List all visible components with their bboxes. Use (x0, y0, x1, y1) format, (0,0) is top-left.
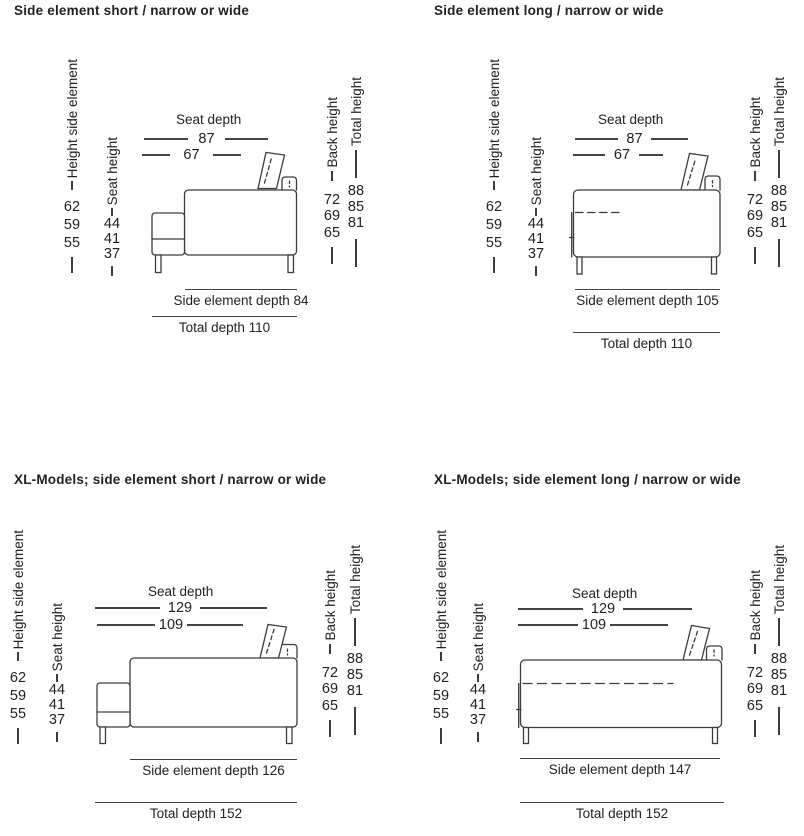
dim-line (651, 138, 688, 139)
seat-height-values (470, 683, 486, 728)
total-depth-dim (520, 802, 724, 821)
value: 65 (746, 224, 764, 241)
dim-dash (535, 208, 537, 216)
seat-height-values (104, 217, 120, 262)
height-side-element-label: Height side element (64, 59, 80, 179)
dim-dash (354, 618, 356, 646)
value: 69 (746, 208, 764, 225)
seat-height-label: Seat height (104, 137, 120, 206)
seat-depth-outer-value: 129 (167, 600, 193, 616)
value: 65 (746, 697, 764, 714)
sofa-side-view-xl-long (516, 620, 724, 746)
back-height-label: Back height (324, 97, 340, 168)
seat-depth-outer-value: 87 (626, 131, 643, 147)
value: 44 (48, 682, 66, 699)
dim-tick (329, 720, 331, 737)
seat-depth-label: Seat depth (598, 112, 664, 127)
total-depth-dim (573, 332, 720, 351)
value: 81 (346, 683, 364, 700)
seat-height-column (514, 137, 558, 276)
height-side-element-column (0, 530, 40, 744)
back-height-label: Back height (747, 97, 763, 168)
total-depth-dim (152, 316, 297, 335)
dim-line (130, 759, 297, 760)
seat-height-column (90, 137, 134, 276)
dim-dash (17, 652, 19, 661)
value: 88 (770, 651, 788, 668)
dim-dash (355, 150, 357, 178)
value: 59 (485, 217, 503, 234)
leg (577, 257, 582, 274)
height-side-element-label: Height side element (433, 530, 449, 650)
side-element-depth-dim (575, 289, 720, 308)
dim-tick (493, 257, 495, 273)
total-depth-text: Total depth 152 (149, 806, 243, 822)
total-height-values (347, 651, 363, 699)
value: 72 (746, 191, 764, 208)
armrest (97, 683, 130, 727)
value: 85 (346, 667, 364, 684)
quadrant-title: Side element long / narrow or wide (434, 3, 664, 18)
value: 44 (469, 682, 487, 699)
height-side-element-values (433, 669, 449, 723)
seat-height-column (456, 603, 500, 742)
dim-tick (535, 266, 537, 276)
dim-dash (331, 171, 333, 181)
value: 41 (527, 231, 545, 248)
value: 81 (770, 683, 788, 700)
sofa-side-view-short (145, 148, 300, 275)
value: 69 (323, 208, 341, 225)
value: 85 (770, 199, 788, 216)
dim-line (185, 289, 297, 290)
value: 55 (9, 706, 27, 723)
height-side-element-values (486, 198, 502, 252)
value: 62 (9, 670, 27, 687)
armrest (152, 213, 185, 255)
side-element-depth-dim (173, 289, 309, 309)
dim-tick (355, 239, 357, 267)
seat-depth-label: Seat depth (572, 586, 638, 601)
value: 55 (63, 235, 81, 252)
leg (712, 257, 717, 274)
leg (713, 728, 718, 744)
seat-height-values (528, 217, 544, 262)
quadrant-title: XL-Models; side element short / narrow or wide (14, 472, 327, 487)
dim-line (225, 138, 268, 139)
dim-line (520, 802, 724, 803)
value: 81 (347, 215, 365, 232)
dim-tick (477, 732, 479, 742)
value: 62 (63, 199, 81, 216)
dim-dash (111, 208, 113, 216)
leg (524, 728, 529, 744)
value: 59 (432, 688, 450, 705)
seat-body (130, 658, 297, 727)
sofa-side-view-long (569, 150, 722, 276)
value: 37 (469, 712, 487, 729)
dim-line (575, 138, 618, 139)
dim-dash (477, 674, 479, 682)
leg (100, 727, 106, 744)
dim-line (95, 802, 297, 803)
quadrant-side-element-short (0, 0, 402, 418)
side-element-depth-text: Side element depth 147 (548, 762, 692, 778)
side-element-depth-dim (520, 758, 720, 777)
value: 85 (770, 667, 788, 684)
seat-height-label: Seat height (470, 603, 486, 672)
total-height-label: Total height (347, 545, 363, 615)
leg (156, 255, 162, 273)
back-cushion (681, 154, 708, 191)
dim-dash (329, 644, 331, 654)
value: 69 (321, 681, 339, 698)
value: 72 (746, 664, 764, 681)
quadrant-title: Side element short / narrow or wide (14, 3, 250, 18)
value: 44 (103, 216, 121, 233)
total-depth-text: Total depth 110 (600, 336, 693, 352)
seat-depth-inner-value: 67 (183, 147, 200, 163)
dim-tick (778, 239, 780, 267)
seat-depth-outer-value: 129 (590, 601, 616, 617)
seat-height-values (49, 683, 65, 728)
dim-tick (354, 707, 356, 735)
leg (287, 727, 293, 744)
value: 59 (63, 217, 81, 234)
total-height-column (333, 545, 377, 735)
quadrant-side-element-long (402, 0, 804, 418)
total-depth-dim (95, 802, 297, 821)
dim-tick (17, 728, 19, 744)
value: 37 (527, 246, 545, 263)
seat-body (574, 190, 721, 257)
dim-line (575, 289, 720, 290)
value: 55 (485, 235, 503, 252)
height-side-element-label: Height side element (486, 59, 502, 179)
back-height-label: Back height (322, 570, 338, 641)
total-depth-text: Total depth 110 (178, 320, 271, 336)
value: 44 (527, 216, 545, 233)
total-height-column (757, 77, 801, 267)
quadrant-title: XL-Models; side element long / narrow or wide (434, 472, 741, 487)
dim-line (520, 758, 720, 759)
dim-line (144, 138, 188, 139)
value: 41 (48, 697, 66, 714)
total-depth-text: Total depth 152 (575, 806, 669, 822)
total-height-column (334, 77, 378, 267)
dim-line (200, 607, 267, 608)
dim-tick (754, 247, 756, 264)
seat-depth-inner-value: 109 (581, 617, 607, 633)
dim-tick (440, 728, 442, 744)
total-height-label: Total height (771, 77, 787, 147)
value: 37 (103, 246, 121, 263)
value: 62 (485, 199, 503, 216)
height-side-element-column (50, 59, 94, 273)
seat-depth-outer-dim (518, 601, 692, 617)
leg (288, 255, 294, 273)
value: 81 (770, 215, 788, 232)
side-element-depth-text: Side element depth 84 (173, 293, 309, 309)
seat-depth-outer-value: 87 (198, 131, 215, 147)
seat-depth-label: Seat depth (148, 584, 214, 599)
value: 88 (347, 183, 365, 200)
value: 85 (347, 199, 365, 216)
seat-depth-inner-value: 67 (613, 147, 631, 163)
value: 65 (323, 224, 341, 241)
seat-depth-outer-dim (144, 131, 268, 147)
value: 65 (321, 697, 339, 714)
dim-dash (493, 181, 495, 190)
height-side-element-values (10, 669, 26, 723)
height-side-element-column (472, 59, 516, 273)
seat-height-column (35, 603, 79, 742)
value: 88 (770, 183, 788, 200)
seat-body (521, 660, 722, 728)
total-height-values (771, 183, 787, 231)
dim-line (152, 316, 297, 317)
value: 55 (432, 706, 450, 723)
dim-dash (778, 618, 780, 646)
total-height-column (757, 545, 801, 735)
sofa-side-view-xl-short (95, 620, 300, 745)
seat-depth-inner-value: 109 (158, 617, 184, 633)
dim-line (623, 608, 692, 609)
total-height-label: Total height (348, 77, 364, 147)
dim-dash (778, 150, 780, 178)
seat-depth-label: Seat depth (176, 112, 242, 127)
side-element-depth-text: Side element depth 105 (576, 293, 719, 309)
quadrant-xl-side-element-short (0, 418, 402, 836)
dim-tick (71, 257, 73, 273)
dim-dash (754, 644, 756, 654)
dim-tick (111, 266, 113, 276)
value: 59 (9, 688, 27, 705)
dim-dash (440, 652, 442, 661)
back-height-label: Back height (747, 570, 763, 641)
back-cushion (683, 626, 710, 661)
dim-tick (754, 720, 756, 737)
seat-height-label: Seat height (49, 603, 65, 672)
value: 72 (321, 664, 339, 681)
side-element-depth-text: Side element depth 126 (142, 763, 285, 779)
dim-dash (56, 674, 58, 682)
value: 41 (103, 231, 121, 248)
back-cushion (258, 153, 285, 189)
dim-line (573, 332, 720, 333)
seat-depth-outer-dim (575, 131, 688, 147)
total-height-label: Total height (771, 545, 787, 615)
dim-dash (71, 181, 73, 190)
value: 62 (432, 670, 450, 687)
total-height-values (771, 651, 787, 699)
dim-tick (56, 732, 58, 742)
value: 41 (469, 697, 487, 714)
value: 69 (746, 681, 764, 698)
dim-dash (754, 171, 756, 181)
seat-height-label: Seat height (528, 137, 544, 206)
dim-line (95, 607, 160, 608)
dim-line (518, 608, 583, 609)
quadrant-xl-side-element-long (402, 418, 804, 836)
seat-depth-outer-dim (95, 600, 267, 616)
height-side-element-label: Height side element (10, 530, 26, 650)
value: 88 (346, 651, 364, 668)
total-height-values (348, 183, 364, 231)
side-element-depth-dim (130, 759, 297, 778)
value: 37 (48, 712, 66, 729)
seat-body (185, 190, 297, 255)
dim-tick (778, 707, 780, 735)
dim-tick (331, 247, 333, 264)
height-side-element-values (64, 198, 80, 252)
value: 72 (323, 191, 341, 208)
